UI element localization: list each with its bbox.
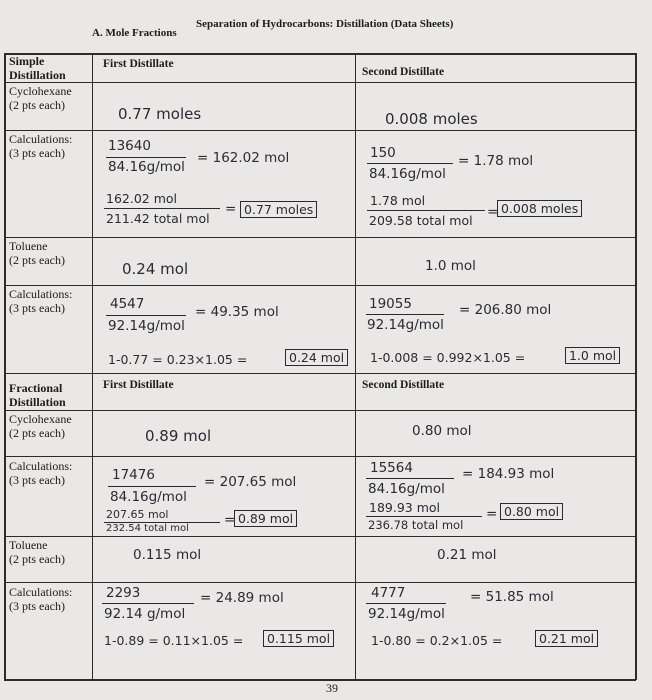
calc-denominator: 84.16g/mol [108,159,185,175]
first-distillate-header: First Distillate [103,58,174,70]
calc-denominator: 211.42 total mol [106,211,210,226]
calc-denominator: 84.16g/mol [368,481,445,497]
toluene-label: Toluene (2 pts each) [9,239,65,267]
toluene-label: Toluene (2 pts each) [9,538,65,566]
cyclohexane-label: Cyclohexane (2 pts each) [9,412,72,440]
fractional-cyclohexane-first-value: 0.89 mol [145,427,212,445]
calc-result: = 24.89 mol [200,590,284,606]
simple-toluene-second-value: 1.0 mol [425,258,476,274]
fraction-bar [366,314,444,315]
calc-numerator: 15564 [370,460,413,476]
calc-denominator: 232.54 total mol [106,523,189,534]
calc-equals: = [486,506,498,522]
calc-numerator: 2293 [106,585,141,601]
calculations-label: Calculations: (3 pts each) [9,585,73,613]
calc-line: 1-0.89 = 0.11×1.05 = [104,633,244,648]
calc-result: = 1.78 mol [458,153,534,169]
calc-denominator: 92.14 g/mol [104,606,186,622]
calc-result: = 49.35 mol [195,304,279,320]
section-heading: A. Mole Fractions [92,27,177,39]
calculations-label: Calculations: (3 pts each) [9,459,73,487]
fraction-bar [106,157,186,158]
fraction-bar [366,478,454,479]
calc-denominator: 92.14g/mol [367,317,444,333]
fraction-bar [102,603,194,604]
second-distillate-header: Second Distillate [362,66,445,78]
fraction-bar [108,486,196,487]
calc-denominator: 84.16g/mol [110,489,187,505]
fractional-distillation-header: Fractional Distillation [9,381,66,409]
simple-distillation-header: Simple Distillation [9,54,66,82]
calc-numerator: 17476 [112,467,155,483]
page-title: Separation of Hydrocarbons: Distillation (Data Sheets) [196,18,454,30]
calc-numerator: 1.78 mol [370,193,426,208]
first-distillate-header: First Distillate [103,379,174,391]
calc-denominator: 84.16g/mol [369,166,446,182]
fractional-toluene-first-value: 0.115 mol [133,547,202,563]
calc-numerator: 150 [370,145,396,161]
calc-equals: = [225,201,237,217]
calc-equals: = [487,204,499,220]
fraction-bar [367,163,453,164]
answer-box: 0.21 mol [535,630,598,647]
calc-denominator: 209.58 total mol [369,213,473,228]
fraction-bar [104,208,220,209]
calc-numerator: 19055 [369,296,412,312]
calc-result: = 162.02 mol [197,150,290,166]
answer-box: 0.77 moles [240,201,317,218]
simple-cyclohexane-first-value: 0.77 moles [118,105,202,123]
calc-denominator: 92.14g/mol [368,606,445,622]
calculations-label: Calculations: (3 pts each) [9,287,73,315]
simple-toluene-first-value: 0.24 mol [122,260,189,278]
calc-numerator: 162.02 mol [106,191,178,206]
cyclohexane-label: Cyclohexane (2 pts each) [9,84,72,112]
calc-line: 1-0.77 = 0.23×1.05 = [108,352,248,367]
fraction-bar [367,210,485,211]
calc-numerator: 13640 [108,138,151,154]
calc-numerator: 189.93 mol [369,500,441,515]
page-number: 39 [326,681,338,695]
calculations-label: Calculations: (3 pts each) [9,132,73,160]
answer-box: 0.80 mol [500,503,563,520]
calc-equals: = [224,512,236,528]
fraction-bar [106,315,186,316]
calc-result: = 207.65 mol [204,474,297,490]
calc-denominator: 236.78 total mol [368,518,464,532]
answer-box: 0.24 mol [285,349,348,366]
calc-numerator: 207.65 mol [106,508,169,521]
answer-box: 1.0 mol [565,347,620,364]
fractional-cyclohexane-second-value: 0.80 mol [412,423,472,439]
answer-box: 0.008 moles [497,200,582,217]
calc-result: = 184.93 mol [462,466,555,482]
fractional-toluene-second-value: 0.21 mol [437,547,497,563]
second-distillate-header: Second Distillate [362,379,445,391]
calc-result: = 51.85 mol [470,589,554,605]
fraction-bar [366,603,446,604]
calc-numerator: 4777 [371,585,406,601]
calc-denominator: 92.14g/mol [108,318,185,334]
fraction-bar [366,516,482,517]
calc-line: 1-0.80 = 0.2×1.05 = [371,633,503,648]
simple-cyclohexane-second-value: 0.008 moles [385,110,478,128]
answer-box: 0.89 mol [234,510,297,527]
calc-result: = 206.80 mol [459,302,552,318]
calc-line: 1-0.008 = 0.992×1.05 = [370,350,526,365]
calc-numerator: 4547 [110,296,145,312]
answer-box: 0.115 mol [263,630,334,647]
